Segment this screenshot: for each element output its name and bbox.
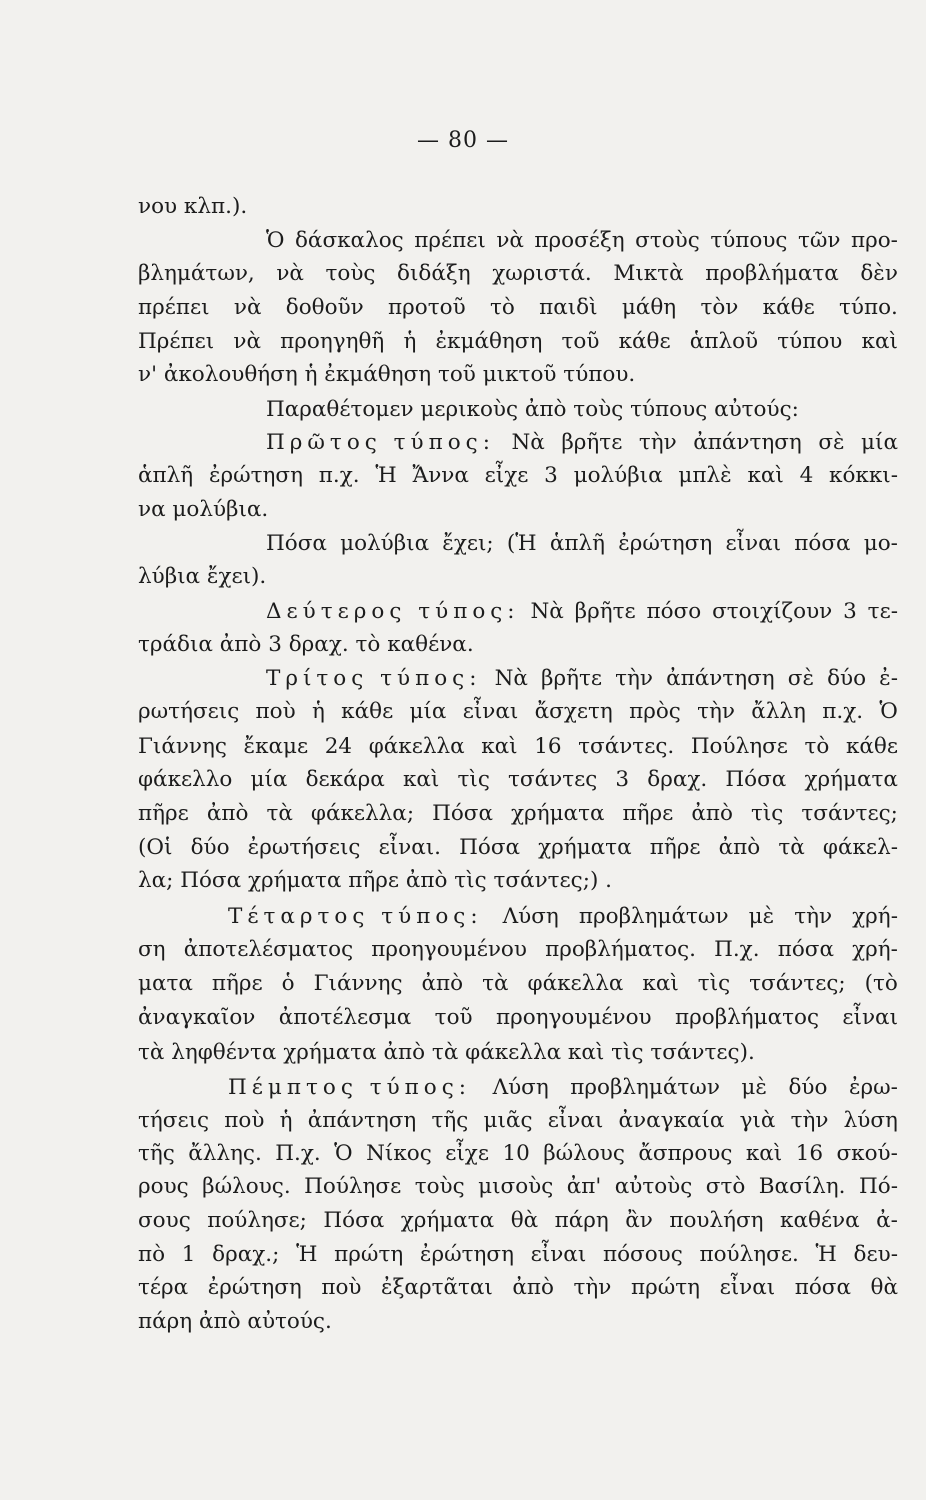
text-line: Πρῶτος τύπος: Νὰ βρῆτε τὴν ἀπάντηση σὲ μία — [266, 428, 898, 458]
text-line: Πέμπτος τύπος: Λύση προβλημάτων μὲ δύο ἐρω- — [228, 1073, 898, 1103]
text-line: ἀναγκαῖον ἀποτέλεσμα τοῦ προηγουμένου προβλήματος εἶναι — [138, 1005, 898, 1030]
text-line: βλημάτων, νὰ τοὺς διδάξη χωριστά. Μικτὰ προβλήματα δὲν — [138, 261, 898, 286]
text-line: ση ἀποτελέσματος προηγουμένου προβλήματος. Π.χ. πόσα χρή- — [138, 937, 898, 962]
text-line: (Οἱ δύο ἐρωτήσεις εἶναι. Πόσα χρήματα πῆρε ἀπὸ τὰ φάκελ- — [138, 835, 898, 860]
text-line: Γιάννης ἔκαμε 24 φάκελλα καὶ 16 τσάντες. Πούλησε τὸ κάθε — [138, 734, 898, 759]
text-line: Τέταρτος τύπος: Λύση προβλημάτων μὲ τὴν χρή- — [228, 902, 898, 932]
text-line: Παραθέτομεν μερικοὺς ἀπὸ τοὺς τύπους αὐτούς: — [266, 397, 799, 422]
text-line: σους πούλησε; Πόσα χρήματα θὰ πάρη ἂν πουλήση καθένα ἀ- — [138, 1208, 898, 1233]
text-line: Δεύτερος τύπος: Νὰ βρῆτε πόσο στοιχίζουν 3 τε- — [266, 597, 898, 627]
text-line: πὸ 1 δραχ.; Ἡ πρώτη ἐρώτηση εἶναι πόσους πούλησε. Ἡ δευ- — [138, 1242, 898, 1267]
text-line: τράδια ἀπὸ 3 δραχ. τὸ καθένα. — [138, 632, 474, 657]
text-line: τὰ ληφθέντα χρήματα ἀπὸ τὰ φάκελλα καὶ τὶς τσάντες). — [138, 1040, 755, 1065]
text-line: τῆς ἄλλης. Π.χ. Ὁ Νίκος εἶχε 10 βώλους ἄσπρους καὶ 16 σκού- — [138, 1141, 898, 1166]
page-number: — 80 — — [417, 128, 509, 153]
text-line: ν' ἀκολουθήση ἡ ἐκμάθηση τοῦ μικτοῦ τύπου. — [138, 362, 636, 387]
text-line: πάρη ἀπὸ αὐτούς. — [138, 1309, 332, 1334]
text-line: Τρίτος τύπος: Νὰ βρῆτε τὴν ἀπάντηση σὲ δύο ἐ- — [266, 664, 898, 694]
type-heading: Τρίτος τύπος: — [266, 666, 482, 691]
text-line: νου κλπ.). — [138, 194, 248, 219]
type-heading: Δεύτερος τύπος: — [266, 599, 520, 624]
text-line: ματα πῆρε ὁ Γιάννης ἀπὸ τὰ φάκελλα καὶ τὶς τσάντες; (τὸ — [138, 971, 898, 996]
text-line: Πρέπει νὰ προηγηθῆ ἡ ἐκμάθηση τοῦ κάθε ἁπλοῦ τύπου καὶ — [138, 329, 898, 354]
text-line: να μολύβια. — [138, 497, 269, 522]
text-line: Ὁ δάσκαλος πρέπει νὰ προσέξη στοὺς τύπους τῶν προ- — [266, 228, 898, 253]
text-line: φάκελλο μία δεκάρα καὶ τὶς τσάντες 3 δραχ. Πόσα χρήματα — [138, 767, 898, 792]
text-line: τήσεις ποὺ ἡ ἀπάντηση τῆς μιᾶς εἶναι ἀναγκαία γιὰ τὴν λύση — [138, 1108, 898, 1133]
text-line: ρωτήσεις ποὺ ἡ κάθε μία εἶναι ἄσχετη πρὸς τὴν ἄλλη π.χ. Ὁ — [138, 699, 898, 724]
text-line: λα; Πόσα χρήματα πῆρε ἀπὸ τὶς τσάντες;) . — [138, 868, 613, 893]
text-line: πρέπει νὰ δοθοῦν προτοῦ τὸ παιδὶ μάθη τὸν κάθε τύπο. — [138, 295, 898, 320]
text-line: τέρα ἐρώτηση ποὺ ἐξαρτᾶται ἀπὸ τὴν πρώτη εἶναι πόσα θὰ — [138, 1275, 898, 1300]
type-heading: Πρῶτος τύπος: — [266, 430, 495, 455]
text-line: ρους βώλους. Πούλησε τοὺς μισοὺς ἀπ' αὐτοὺς στὸ Βασίλη. Πό- — [138, 1174, 898, 1199]
text-line: Πόσα μολύβια ἔχει; (Ἡ ἁπλῆ ἐρώτηση εἶναι πόσα μο- — [266, 531, 898, 556]
text-line: λύβια ἔχει). — [138, 564, 267, 589]
type-heading: Πέμπτος τύπος: — [228, 1075, 472, 1100]
text-line: ἁπλῆ ἐρώτηση π.χ. Ἡ Ἄννα εἶχε 3 μολύβια μπλὲ καὶ 4 κόκκι- — [138, 463, 898, 488]
text-line: πῆρε ἀπὸ τὰ φάκελλα; Πόσα χρήματα πῆρε ἀπὸ τὶς τσάντες; — [138, 801, 898, 826]
type-heading: Τέταρτος τύπος: — [228, 904, 483, 929]
